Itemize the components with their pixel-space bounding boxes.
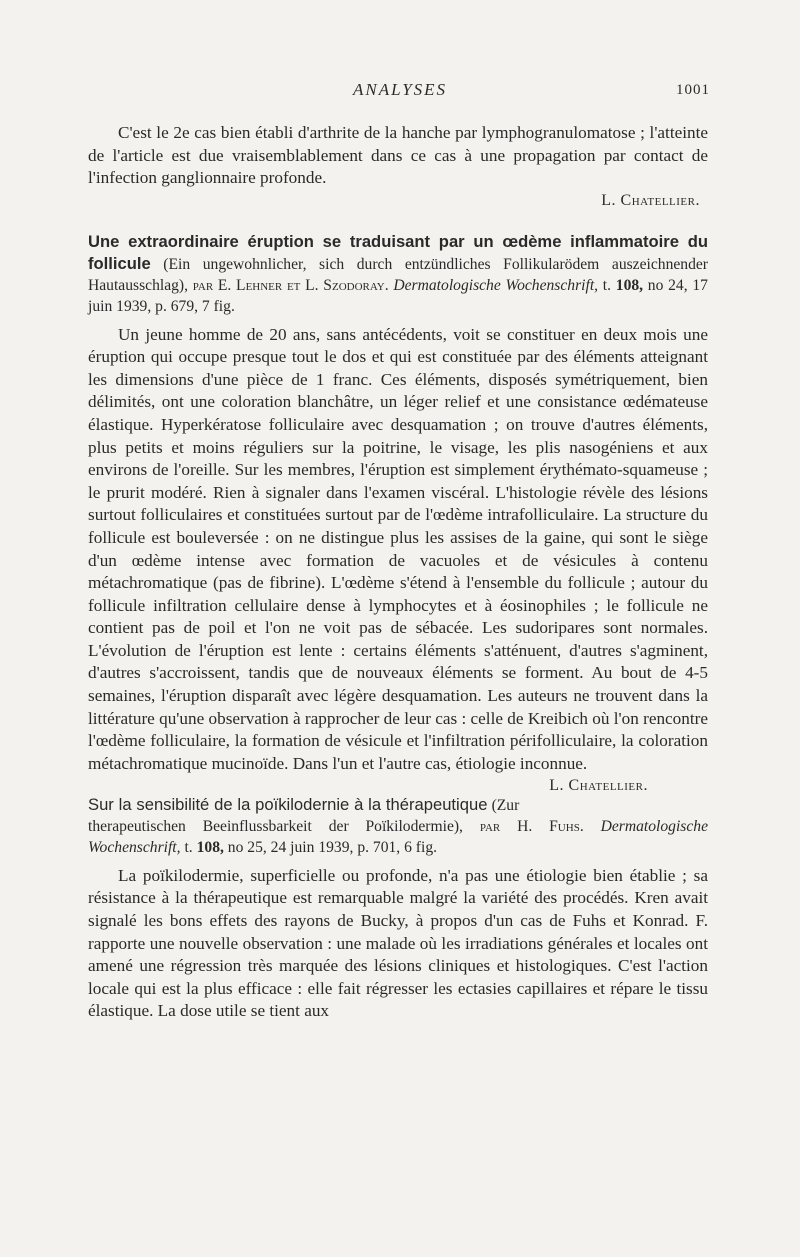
section-title: ANALYSES: [352, 80, 448, 99]
article2-body: [88, 324, 708, 795]
page-content: [88, 122, 708, 1023]
article2-body-text: Un jeune homme de 20 ans, sans antécédents, voit se constituer en deux mois une éruption qui occupe presque tout le dos et qui est constituée par des éléments atteignant les dimensions d'une pièce de 1 franc. Ces éléments, disposés symétriquement, bien délimités, ont une coloration blanchâtre, un léger relief et une consistance œdémateuse élastique. Hyperkératose folliculaire avec desquamation ; on trouve d'autres éléments, plus petits et moins réguliers sur la poitrine, le visage, les plis nasogéniens et aux environs de l'oreille. Sur les membres, l'éruption est simplement érythémato-squameuse ; le prurit modéré. Rien à signaler dans l'examen viscéral. L'histologie révèle des lésions surtout folliculaires et constituées surtout par de l'œdème intrafolliculaire. La structure du follicule est bouleversée : on ne distingue plus les assises de la gaine, qui sont le siège d'un œdème intense avec formation de vacuoles et de vésicules à contenu métachromatique (pas de fibrine). L'œdème s'étend à l'ensemble du follicule ; autour du follicule infiltration cellulaire dense à lymphocytes et à éosinophiles ; le follicule ne contient pas de poil et l'on ne voit pas de sébacée. Les sudoripares sont normales. L'évolution de l'éruption est lente : certains éléments s'atténuent, d'autres s'agminent, d'autres s'accroissent, tandis que de nouveaux éléments se forment. Au bout de 4-5 semaines, l'éruption disparaît avec légère desquamation. Les auteurs ne trouvent dans la littérature qu'une observation à rapprocher de leur cas : celle de Kreibich où l'on rencontre l'œdème folliculaire, la formation de vésicule et l'infiltration périfolliculaire, la coloration métachromatique mucinoïde. Dans l'un et l'autre cas, étiologie inconnue.: [88, 324, 708, 773]
article3-volume-prefix: t.: [184, 839, 193, 857]
article2-volume-prefix: t.: [602, 276, 612, 294]
article3-volume: 108,: [196, 839, 224, 857]
article1-signature-name: L. Chatellier.: [601, 191, 700, 209]
article2-authors: par E. Lehner et L. Szodoray.: [192, 276, 389, 294]
article3-authors: par H. Fuhs.: [479, 818, 584, 836]
article3-title: Sur la sensibilité de la poïkilodernie à la thérapeutique: [88, 795, 488, 815]
article3-citation: no 25, 24 juin 1939, p. 701, 6 fig.: [227, 839, 438, 857]
article2-heading: [88, 232, 708, 317]
running-header: [0, 80, 800, 104]
article3-heading: [88, 795, 708, 858]
article2-journal: Dermatologische Wochenschrift,: [393, 276, 599, 294]
article1-signature: [88, 190, 708, 213]
article2-original-title: (Ein ungewohnlicher, sich durch entzündliches Follikularödem auszeichnender Hautausschlag),: [88, 256, 708, 294]
article3-body: La poïkilodermie, superficielle ou profonde, n'a pas une étiologie bien établie ; sa résistance à la thérapeutique est remarquable malgré la variété des procédés. Kren avait signalé les bons effets des rayons de Bucky, à propos d'un cas de Fuhs et Konrad. F. rapporte une nouvelle observation : une malade où les irradiations générales et locales ont amené une régression très marquée des lésions cliniques et histologiques. C'est l'action locale qui est la plus efficace : elle fait régresser les ectasies capillaires et répare le tissu élastique. La dose utile se tient aux: [88, 865, 708, 1021]
article2-citation: no 24, 17 juin 1939, p. 679, 7 fig.: [88, 276, 708, 315]
article2-volume: 108,: [615, 276, 644, 294]
article3-journal: Dermatologische Wochenschrift,: [88, 818, 708, 857]
article3-body-block: [88, 865, 708, 1023]
article2-title: Une extraordinaire éruption se traduisant par un œdème inflammatoire du follicule: [88, 232, 708, 274]
article1-tail-text: C'est le 2e cas bien établi d'arthrite de la hanche par lymphogranulomatose ; l'atteinte de l'article est due vraisemblablement dans ce cas à une propagation par contact de l'infection ganglionnaire profonde.: [88, 123, 708, 188]
page-number: 1001: [676, 82, 710, 98]
article3-original-title: (Zur therapeutischen Beeinflussbarkeit der Poïkilodermie),: [88, 797, 520, 836]
article2-body-block: [88, 324, 708, 795]
article2-signature: L. Chatellier.: [549, 777, 648, 795]
